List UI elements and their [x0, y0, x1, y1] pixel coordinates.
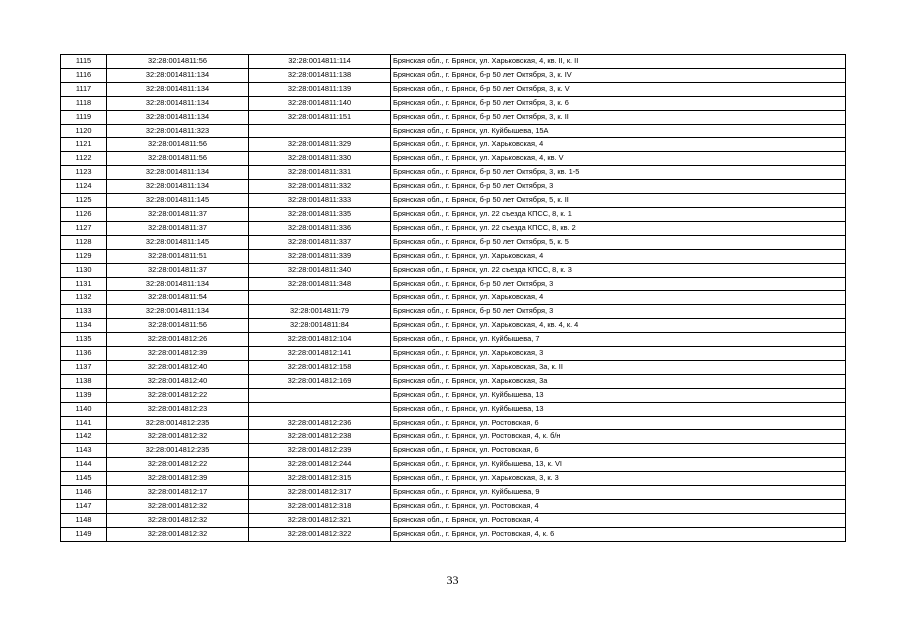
table-row [61, 263, 846, 277]
parcel-cadastral-number-cell: 32:28:0014811:56 [107, 319, 249, 333]
table-row [61, 138, 846, 152]
object-cadastral-number-cell: 32:28:0014811:348 [249, 277, 391, 291]
address-cell: Брянская обл., г. Брянск, ул. Харьковская, 4, кв. 4, к. 4 [391, 319, 846, 333]
table-row [61, 402, 846, 416]
row-number-cell: 1145 [61, 472, 107, 486]
object-cadastral-number-cell: 32:28:0014812:322 [249, 527, 391, 541]
table-row [61, 388, 846, 402]
object-cadastral-number-cell: 32:28:0014811:339 [249, 249, 391, 263]
address-cell: Брянская обл., г. Брянск, ул. Харьковская, 3 [391, 347, 846, 361]
row-number-cell: 1118 [61, 96, 107, 110]
row-number-cell: 1138 [61, 374, 107, 388]
address-cell: Брянская обл., г. Брянск, ул. Ростовская, 6 [391, 444, 846, 458]
table-row [61, 249, 846, 263]
address-cell: Брянская обл., г. Брянск, ул. Харьковская, 4, кв. V [391, 152, 846, 166]
parcel-cadastral-number-cell: 32:28:0014811:323 [107, 124, 249, 138]
parcel-cadastral-number-cell: 32:28:0014812:32 [107, 513, 249, 527]
table-row [61, 221, 846, 235]
address-cell: Брянская обл., г. Брянск, ул. 22 съезда КПСС, 8, к. 1 [391, 207, 846, 221]
object-cadastral-number-cell: 32:28:0014811:139 [249, 82, 391, 96]
parcel-cadastral-number-cell: 32:28:0014811:134 [107, 96, 249, 110]
page-number: 33 [446, 573, 459, 587]
object-cadastral-number-cell: 32:28:0014811:151 [249, 110, 391, 124]
row-number-cell: 1129 [61, 249, 107, 263]
object-cadastral-number-cell: 32:28:0014811:332 [249, 180, 391, 194]
row-number-cell: 1144 [61, 458, 107, 472]
parcel-cadastral-number-cell: 32:28:0014811:134 [107, 305, 249, 319]
parcel-cadastral-number-cell: 32:28:0014811:56 [107, 138, 249, 152]
table-row [61, 347, 846, 361]
table-row [61, 513, 846, 527]
object-cadastral-number-cell: 32:28:0014811:340 [249, 263, 391, 277]
parcel-cadastral-number-cell: 32:28:0014812:32 [107, 527, 249, 541]
table-row [61, 458, 846, 472]
table-row [61, 319, 846, 333]
table-row [61, 68, 846, 82]
table-row [61, 166, 846, 180]
address-cell: Брянская обл., г. Брянск, ул. Куйбышева, 9 [391, 486, 846, 500]
object-cadastral-number-cell: 32:28:0014812:141 [249, 347, 391, 361]
parcel-cadastral-number-cell: 32:28:0014812:39 [107, 472, 249, 486]
row-number-cell: 1119 [61, 110, 107, 124]
address-cell: Брянская обл., г. Брянск, б-р 50 лет Октября, 3 [391, 305, 846, 319]
address-cell: Брянская обл., г. Брянск, ул. Ростовская, 4 [391, 513, 846, 527]
row-number-cell: 1116 [61, 68, 107, 82]
table-row [61, 486, 846, 500]
table-row [61, 430, 846, 444]
address-cell: Брянская обл., г. Брянск, ул. Харьковская, 4, кв. II, к. II [391, 55, 846, 69]
object-cadastral-number-cell: 32:28:0014812:244 [249, 458, 391, 472]
parcel-cadastral-number-cell: 32:28:0014811:37 [107, 263, 249, 277]
object-cadastral-number-cell [249, 402, 391, 416]
address-cell: Брянская обл., г. Брянск, ул. Харьковская, 3, к. 3 [391, 472, 846, 486]
address-cell: Брянская обл., г. Брянск, ул. 22 съезда КПСС, 8, кв. 2 [391, 221, 846, 235]
address-cell: Брянская обл., г. Брянск, ул. Куйбышева, 13, к. VI [391, 458, 846, 472]
row-number-cell: 1132 [61, 291, 107, 305]
parcel-cadastral-number-cell: 32:28:0014811:37 [107, 221, 249, 235]
object-cadastral-number-cell: 32:28:0014812:104 [249, 333, 391, 347]
parcel-cadastral-number-cell: 32:28:0014811:145 [107, 194, 249, 208]
row-number-cell: 1146 [61, 486, 107, 500]
table-row [61, 291, 846, 305]
address-cell: Брянская обл., г. Брянск, ул. Ростовская, 4 [391, 500, 846, 514]
table-row [61, 333, 846, 347]
parcel-cadastral-number-cell: 32:28:0014811:134 [107, 180, 249, 194]
row-number-cell: 1133 [61, 305, 107, 319]
object-cadastral-number-cell: 32:28:0014812:158 [249, 360, 391, 374]
row-number-cell: 1148 [61, 513, 107, 527]
row-number-cell: 1125 [61, 194, 107, 208]
parcel-cadastral-number-cell: 32:28:0014812:22 [107, 458, 249, 472]
address-cell: Брянская обл., г. Брянск, ул. Харьковская, 4 [391, 291, 846, 305]
address-cell: Брянская обл., г. Брянск, б-р 50 лет Октября, 5, к. 5 [391, 235, 846, 249]
address-cell: Брянская обл., г. Брянск, б-р 50 лет Октября, 3, к. 6 [391, 96, 846, 110]
parcel-cadastral-number-cell: 32:28:0014811:134 [107, 68, 249, 82]
table-row [61, 277, 846, 291]
address-cell: Брянская обл., г. Брянск, б-р 50 лет Октября, 3 [391, 180, 846, 194]
address-cell: Брянская обл., г. Брянск, ул. Куйбышева, 13 [391, 388, 846, 402]
object-cadastral-number-cell: 32:28:0014811:333 [249, 194, 391, 208]
table-row [61, 374, 846, 388]
row-number-cell: 1135 [61, 333, 107, 347]
address-cell: Брянская обл., г. Брянск, б-р 50 лет Октября, 3, кв. 1-5 [391, 166, 846, 180]
object-cadastral-number-cell: 32:28:0014811:140 [249, 96, 391, 110]
object-cadastral-number-cell [249, 388, 391, 402]
table-row [61, 500, 846, 514]
address-cell: Брянская обл., г. Брянск, б-р 50 лет Октября, 3, к. IV [391, 68, 846, 82]
table-row [61, 180, 846, 194]
row-number-cell: 1121 [61, 138, 107, 152]
object-cadastral-number-cell: 32:28:0014811:330 [249, 152, 391, 166]
parcel-cadastral-number-cell: 32:28:0014811:134 [107, 166, 249, 180]
row-number-cell: 1134 [61, 319, 107, 333]
table-row [61, 360, 846, 374]
parcel-cadastral-number-cell: 32:28:0014812:22 [107, 388, 249, 402]
object-cadastral-number-cell: 32:28:0014811:331 [249, 166, 391, 180]
row-number-cell: 1139 [61, 388, 107, 402]
row-number-cell: 1123 [61, 166, 107, 180]
address-cell: Брянская обл., г. Брянск, ул. Куйбышева, 15А [391, 124, 846, 138]
object-cadastral-number-cell: 32:28:0014811:335 [249, 207, 391, 221]
row-number-cell: 1141 [61, 416, 107, 430]
address-cell: Брянская обл., г. Брянск, ул. 22 съезда КПСС, 8, к. 3 [391, 263, 846, 277]
parcel-cadastral-number-cell: 32:28:0014811:56 [107, 55, 249, 69]
parcel-cadastral-number-cell: 32:28:0014811:134 [107, 277, 249, 291]
row-number-cell: 1127 [61, 221, 107, 235]
parcel-cadastral-number-cell: 32:28:0014811:54 [107, 291, 249, 305]
object-cadastral-number-cell: 32:28:0014812:321 [249, 513, 391, 527]
parcel-cadastral-number-cell: 32:28:0014811:56 [107, 152, 249, 166]
row-number-cell: 1142 [61, 430, 107, 444]
table-row [61, 305, 846, 319]
table-row [61, 444, 846, 458]
parcel-cadastral-number-cell: 32:28:0014812:39 [107, 347, 249, 361]
table-row [61, 235, 846, 249]
address-cell: Брянская обл., г. Брянск, б-р 50 лет Октября, 5, к. II [391, 194, 846, 208]
row-number-cell: 1136 [61, 347, 107, 361]
address-cell: Брянская обл., г. Брянск, ул. Ростовская, 4, к. б/н [391, 430, 846, 444]
object-cadastral-number-cell: 32:28:0014812:236 [249, 416, 391, 430]
parcel-cadastral-number-cell: 32:28:0014811:134 [107, 82, 249, 96]
address-cell: Брянская обл., г. Брянск, ул. Харьковская, 3а [391, 374, 846, 388]
object-cadastral-number-cell: 32:28:0014811:138 [249, 68, 391, 82]
object-cadastral-number-cell [249, 124, 391, 138]
registry-table-body [61, 55, 846, 542]
address-cell: Брянская обл., г. Брянск, ул. Куйбышева, 7 [391, 333, 846, 347]
row-number-cell: 1122 [61, 152, 107, 166]
address-cell: Брянская обл., г. Брянск, б-р 50 лет Октября, 3 [391, 277, 846, 291]
parcel-cadastral-number-cell: 32:28:0014811:134 [107, 110, 249, 124]
address-cell: Брянская обл., г. Брянск, ул. Ростовская, 4, к. 6 [391, 527, 846, 541]
table-row [61, 110, 846, 124]
address-cell: Брянская обл., г. Брянск, ул. Харьковская, 4 [391, 138, 846, 152]
object-cadastral-number-cell: 32:28:0014811:114 [249, 55, 391, 69]
table-row [61, 96, 846, 110]
table-row [61, 527, 846, 541]
object-cadastral-number-cell: 32:28:0014812:315 [249, 472, 391, 486]
object-cadastral-number-cell: 32:28:0014812:239 [249, 444, 391, 458]
object-cadastral-number-cell: 32:28:0014811:84 [249, 319, 391, 333]
object-cadastral-number-cell: 32:28:0014811:337 [249, 235, 391, 249]
address-cell: Брянская обл., г. Брянск, ул. Харьковская, 3а, к. II [391, 360, 846, 374]
object-cadastral-number-cell: 32:28:0014811:336 [249, 221, 391, 235]
address-cell: Брянская обл., г. Брянск, б-р 50 лет Октября, 3, к. V [391, 82, 846, 96]
row-number-cell: 1143 [61, 444, 107, 458]
row-number-cell: 1137 [61, 360, 107, 374]
table-row [61, 55, 846, 69]
table-row [61, 472, 846, 486]
parcel-cadastral-number-cell: 32:28:0014811:51 [107, 249, 249, 263]
object-cadastral-number-cell: 32:28:0014812:169 [249, 374, 391, 388]
row-number-cell: 1147 [61, 500, 107, 514]
row-number-cell: 1117 [61, 82, 107, 96]
row-number-cell: 1126 [61, 207, 107, 221]
parcel-cadastral-number-cell: 32:28:0014811:145 [107, 235, 249, 249]
address-cell: Брянская обл., г. Брянск, б-р 50 лет Октября, 3, к. II [391, 110, 846, 124]
object-cadastral-number-cell: 32:28:0014812:318 [249, 500, 391, 514]
parcel-cadastral-number-cell: 32:28:0014812:40 [107, 360, 249, 374]
row-number-cell: 1131 [61, 277, 107, 291]
address-cell: Брянская обл., г. Брянск, ул. Ростовская, 6 [391, 416, 846, 430]
registry-table [60, 54, 846, 542]
row-number-cell: 1149 [61, 527, 107, 541]
object-cadastral-number-cell: 32:28:0014812:238 [249, 430, 391, 444]
address-cell: Брянская обл., г. Брянск, ул. Куйбышева, 13 [391, 402, 846, 416]
parcel-cadastral-number-cell: 32:28:0014811:37 [107, 207, 249, 221]
table-row [61, 124, 846, 138]
object-cadastral-number-cell [249, 291, 391, 305]
parcel-cadastral-number-cell: 32:28:0014812:26 [107, 333, 249, 347]
object-cadastral-number-cell: 32:28:0014812:317 [249, 486, 391, 500]
parcel-cadastral-number-cell: 32:28:0014812:40 [107, 374, 249, 388]
table-row [61, 416, 846, 430]
row-number-cell: 1115 [61, 55, 107, 69]
parcel-cadastral-number-cell: 32:28:0014812:32 [107, 500, 249, 514]
parcel-cadastral-number-cell: 32:28:0014812:32 [107, 430, 249, 444]
row-number-cell: 1128 [61, 235, 107, 249]
table-row [61, 82, 846, 96]
parcel-cadastral-number-cell: 32:28:0014812:17 [107, 486, 249, 500]
parcel-cadastral-number-cell: 32:28:0014812:235 [107, 444, 249, 458]
table-row [61, 194, 846, 208]
address-cell: Брянская обл., г. Брянск, ул. Харьковская, 4 [391, 249, 846, 263]
parcel-cadastral-number-cell: 32:28:0014812:23 [107, 402, 249, 416]
table-row [61, 207, 846, 221]
object-cadastral-number-cell: 32:28:0014811:79 [249, 305, 391, 319]
row-number-cell: 1120 [61, 124, 107, 138]
row-number-cell: 1124 [61, 180, 107, 194]
row-number-cell: 1130 [61, 263, 107, 277]
parcel-cadastral-number-cell: 32:28:0014812:235 [107, 416, 249, 430]
table-row [61, 152, 846, 166]
object-cadastral-number-cell: 32:28:0014811:329 [249, 138, 391, 152]
row-number-cell: 1140 [61, 402, 107, 416]
